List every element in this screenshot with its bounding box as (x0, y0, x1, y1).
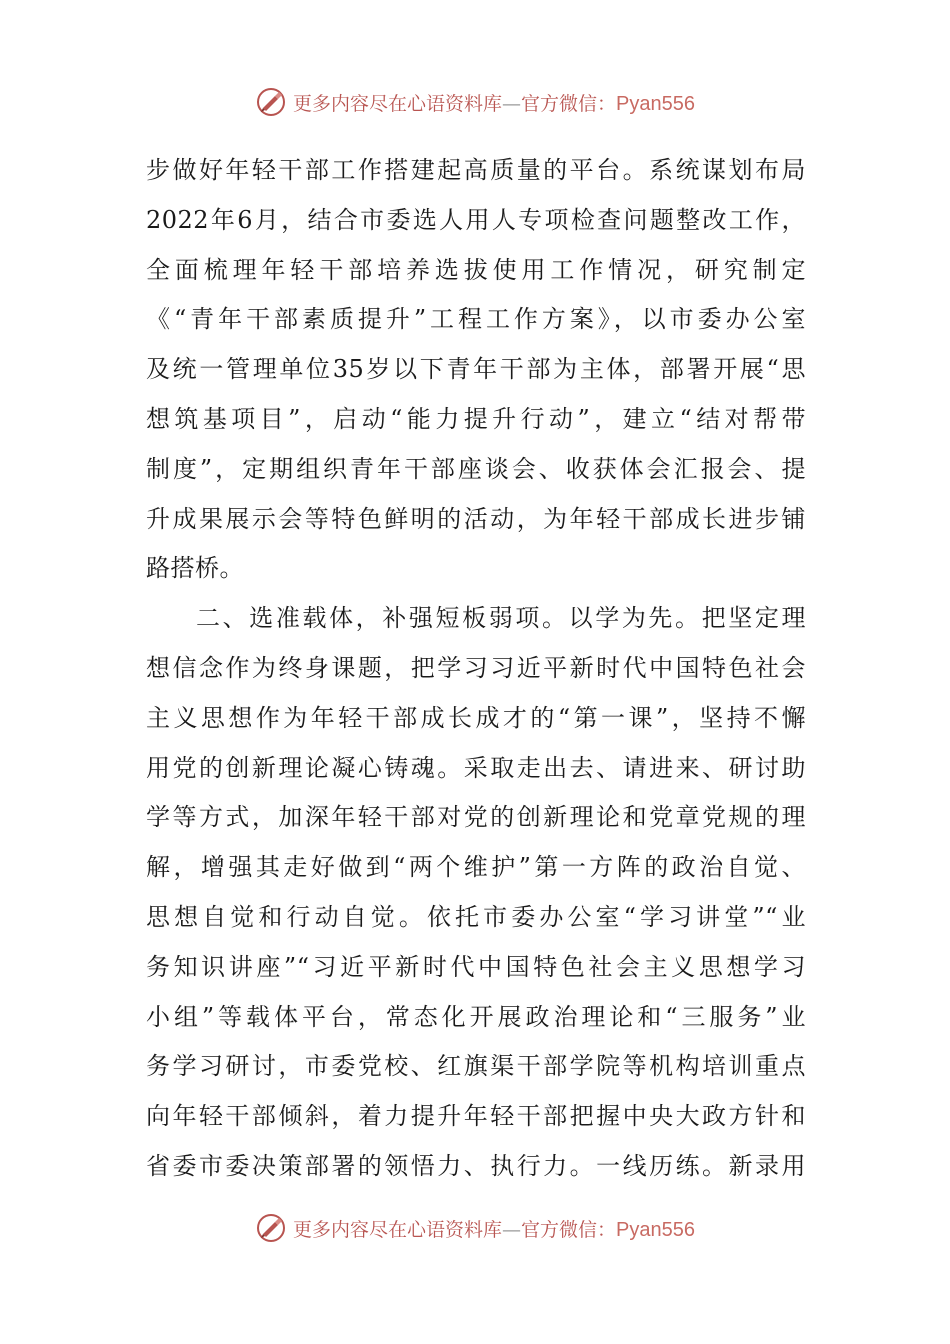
text-line: 省委市委决策部署的领悟力、执行力。一线历练。新录用 (146, 1151, 806, 1180)
text-line: 主义思想作为年轻干部成长成才的“第一课”，坚持不懈 (146, 703, 806, 732)
pen-logo-icon (255, 1212, 287, 1244)
pen-logo-icon (255, 86, 287, 118)
body-text (146, 146, 806, 1192)
text-line: 务学习研讨，市委党校、红旗渠干部学院等机构培训重点 (146, 1052, 806, 1081)
footer-watermark (0, 1208, 950, 1248)
text-line: 务知识讲座”“习近平新时代中国特色社会主义思想学习 (146, 952, 806, 981)
text-line: 全面梳理年轻干部培养选拔使用工作情况，研究制定 (146, 255, 806, 284)
text-line: 想筑基项目”，启动“能力提升行动”，建立“结对帮带 (146, 404, 806, 433)
text-line: 步做好年轻干部工作搭建起高质量的平台。系统谋划布局 (146, 156, 806, 184)
watermark-text: 更多内容尽在心语资料库—官方微信：Pyan556 (293, 92, 695, 115)
watermark-text: 更多内容尽在心语资料库—官方微信：Pyan556 (293, 1218, 695, 1241)
text-line: 二、选准载体，补强短板弱项。以学为先。把坚定理 (196, 604, 806, 633)
text-line: 用党的创新理论凝心铸魂。采取走出去、请进来、研讨助 (146, 753, 806, 782)
text-line: 升成果展示会等特色鲜明的活动，为年轻干部成长进步铺 (146, 504, 806, 533)
text-line: 学等方式，加深年轻干部对党的创新理论和党章党规的理 (146, 803, 806, 832)
text-line: 解，增强其走好做到“两个维护”第一方阵的政治自觉、 (146, 853, 806, 882)
text-line: 路搭桥。 (146, 554, 244, 583)
text-line: 想信念作为终身课题，把学习习近平新时代中国特色社会 (146, 653, 806, 682)
text-line: 《“青年干部素质提升”工程工作方案》，以市委办公室 (146, 305, 806, 334)
header-watermark (0, 82, 950, 122)
text-line: 2022年6月，结合市委选人用人专项检查问题整改工作， (146, 205, 806, 234)
text-line: 向年轻干部倾斜，着力提升年轻干部把握中央大政方针和 (146, 1102, 806, 1131)
text-line: 小组”等载体平台，常态化开展政治理论和“三服务”业 (146, 1002, 806, 1031)
text-line: 及统一管理单位35岁以下青年干部为主体，部署开展“思 (146, 355, 806, 384)
text-line: 制度”，定期组织青年干部座谈会、收获体会汇报会、提 (146, 454, 806, 483)
text-line: 思想自觉和行动自觉。依托市委办公室“学习讲堂”“业 (146, 902, 806, 931)
